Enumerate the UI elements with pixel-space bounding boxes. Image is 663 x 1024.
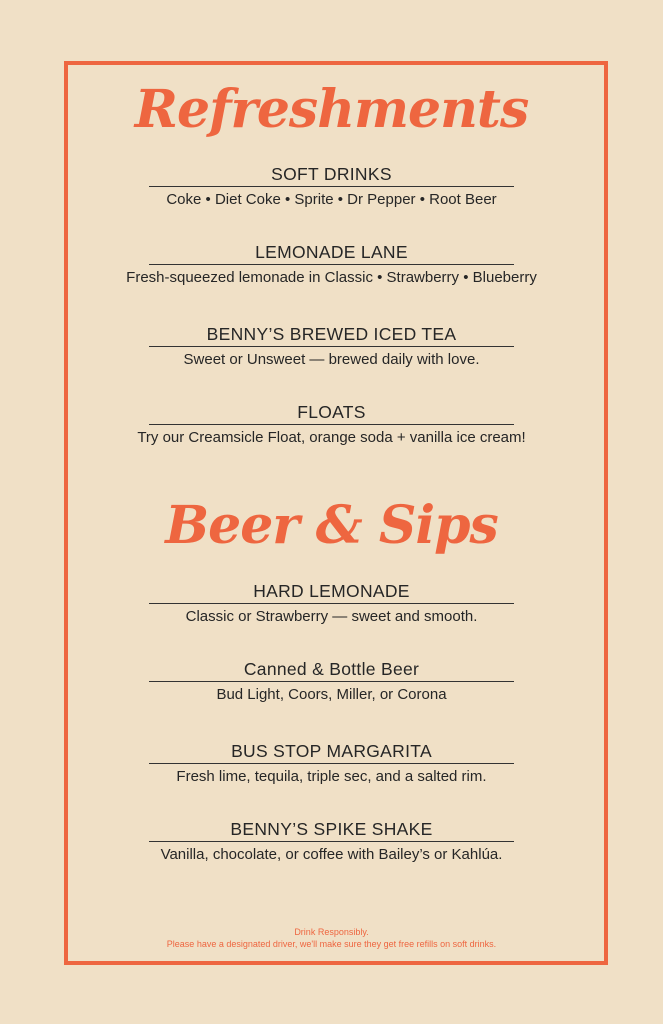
footer-line-designated-driver: Please have a designated driver, we'll make sure they get free refills on soft drinks. — [166, 939, 497, 949]
menu-section-soft-drinks — [0, 163, 663, 211]
menu-section-spike-shake — [0, 818, 663, 866]
section-description: Try our Creamsicle Float, orange soda + vanilla ice cream! — [137, 429, 526, 446]
section-description: Vanilla, chocolate, or coffee with Bailey’s or Kahlúa. — [160, 846, 503, 863]
footer-line-drink-responsibly: Drink Responsibly. — [294, 927, 369, 937]
menu-section-bus-stop-margarita — [0, 740, 663, 788]
section-description: Bud Light, Coors, Miller, or Corona — [216, 686, 447, 703]
footer-disclaimer — [0, 926, 663, 950]
menu-section-canned-bottle-beer — [0, 658, 663, 706]
section-heading: SOFT DRINKS — [149, 163, 514, 187]
menu-section-floats — [0, 401, 663, 449]
section-heading: FLOATS — [149, 401, 514, 425]
section-description: Coke • Diet Coke • Sprite • Dr Pepper • Root Beer — [166, 191, 497, 208]
section-description: Sweet or Unsweet — brewed daily with love. — [183, 351, 480, 368]
menu-section-lemonade-lane — [0, 241, 663, 289]
section-heading: BENNY’S BREWED ICED TEA — [149, 323, 514, 347]
section-description: Fresh-squeezed lemonade in Classic • Strawberry • Blueberry — [126, 269, 537, 286]
section-heading: LEMONADE LANE — [149, 241, 514, 265]
section-description: Classic or Strawberry — sweet and smooth. — [185, 608, 478, 625]
section-heading: HARD LEMONADE — [149, 580, 514, 604]
menu-section-hard-lemonade — [0, 580, 663, 628]
section-heading: BUS STOP MARGARITA — [149, 740, 514, 764]
section-description: Fresh lime, tequila, triple sec, and a salted rim. — [176, 768, 487, 785]
section-heading: Canned & Bottle Beer — [149, 658, 514, 682]
menu-section-iced-tea — [0, 323, 663, 371]
refreshments-title: Refreshments — [134, 79, 529, 140]
beer-sips-title: Beer & Sips — [165, 495, 498, 556]
section-heading: BENNY’S SPIKE SHAKE — [149, 818, 514, 842]
